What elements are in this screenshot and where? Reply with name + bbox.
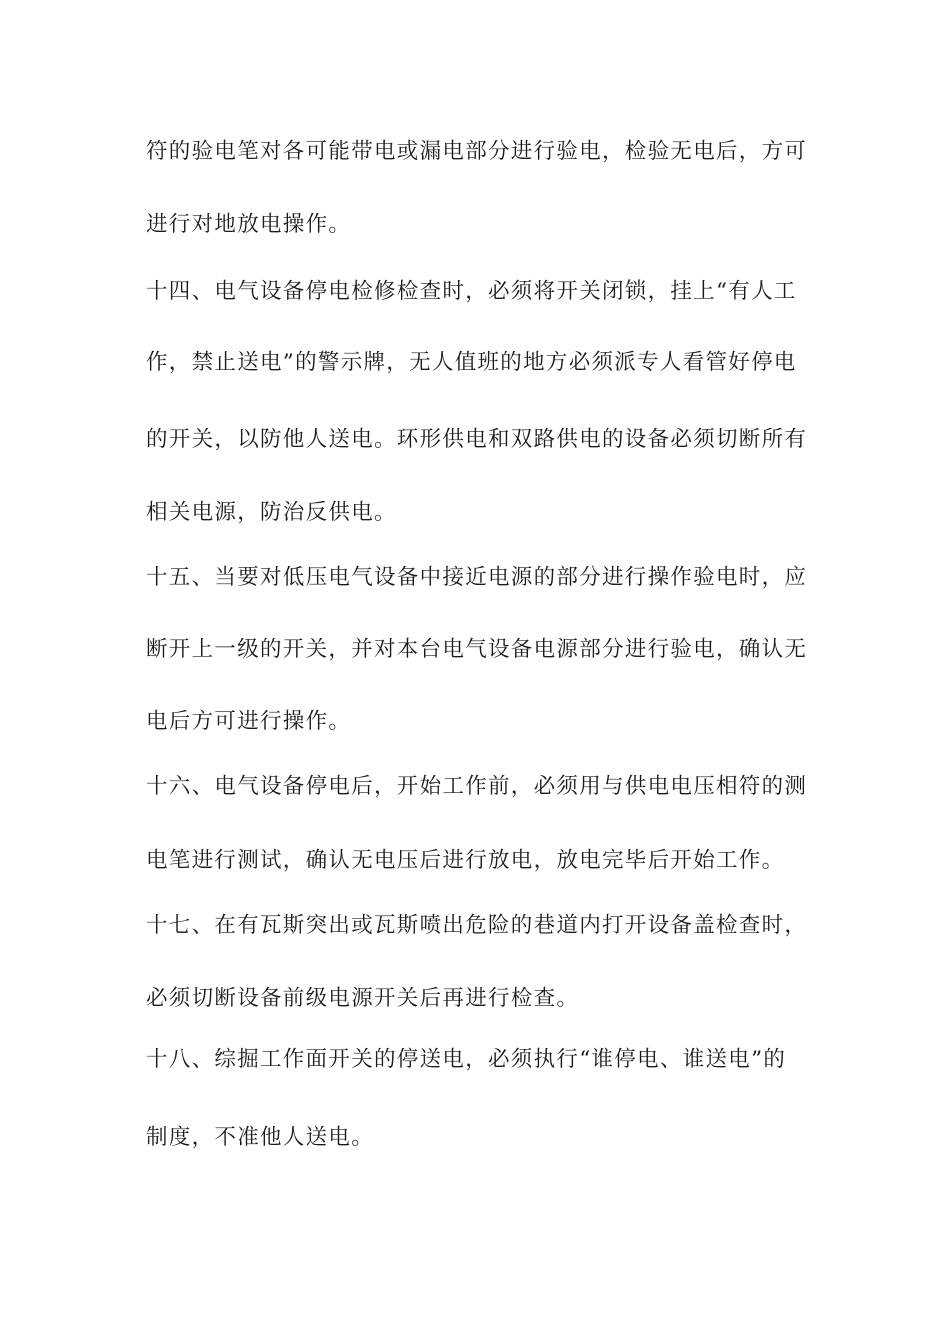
text-line: 电后方可进行操作。 [146, 709, 352, 734]
text-line: 十七、在有瓦斯突出或瓦斯喷出危险的巷道内打开设备盖检查时， [146, 913, 808, 938]
text-line: 制度，不准他人送电。 [146, 1125, 375, 1150]
text-line: 十六、电气设备停电后，开始工作前，必须用与供电电压相符的测 [146, 774, 808, 799]
text-line: 十八、综掘工作面开关的停送电，必须执行“谁停电、谁送电”的 [146, 1047, 787, 1072]
text-line: 作，禁止送电”的警示牌，无人值班的地方必须派专人看管好停电 [146, 350, 797, 375]
text-line: 符的验电笔对各可能带电或漏电部分进行验电，检验无电后，方可 [146, 139, 808, 164]
text-line: 十五、当要对低压电气设备中接近电源的部分进行操作验电时，应 [146, 565, 808, 590]
text-line: 电笔进行测试，确认无电压后进行放电，放电完毕后开始工作。 [146, 848, 785, 873]
text-line: 进行对地放电操作。 [146, 212, 352, 237]
text-line: 必须切断设备前级电源开关后再进行检查。 [146, 986, 580, 1011]
text-line: 十四、电气设备停电检修检查时，必须将开关闭锁，挂上“有人工 [146, 279, 797, 304]
text-line: 的开关，以防他人送电。环形供电和双路供电的设备必须切断所有 [146, 427, 808, 452]
text-line: 相关电源，防治反供电。 [146, 500, 397, 525]
text-line: 断开上一级的开关，并对本台电气设备电源部分进行验电，确认无 [146, 637, 808, 662]
